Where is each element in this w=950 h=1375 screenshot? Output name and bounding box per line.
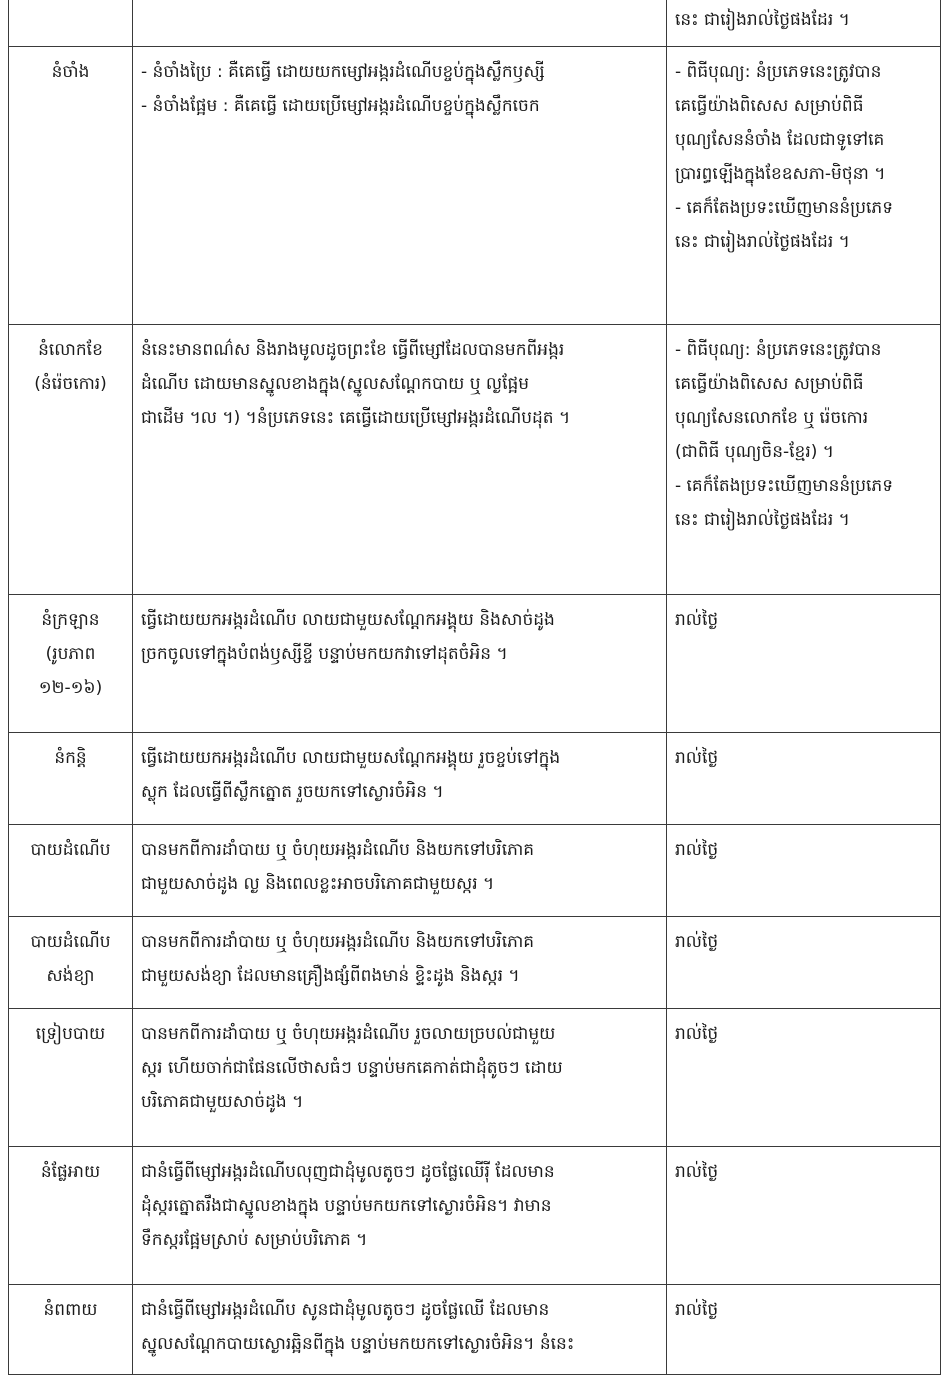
occasion-cell — [667, 1147, 941, 1285]
table-row — [9, 1147, 941, 1285]
description-line: ជានំធ្វើពីម្សៅអង្ករដំណើបលុញជាដុំមូលតូចៗ ដូចផ្លែឈើរ៉ី ដែលមាន — [141, 1162, 555, 1182]
snack-name-line: នំពពាយ — [43, 1300, 98, 1320]
occasion-cell — [667, 825, 941, 917]
snack-name-cell — [9, 595, 133, 733]
occasion-line: នេះ ជារៀងរាល់ថ្ងៃផងដែរ ។ — [675, 232, 850, 252]
table-row — [9, 47, 941, 325]
snack-name-line: នំចាំង — [51, 62, 90, 82]
occasion-cell — [667, 917, 941, 1009]
description-cell — [133, 1285, 667, 1375]
description-cell — [133, 917, 667, 1009]
snack-name-line: ទ្រៀបបាយ — [35, 1024, 106, 1044]
description-line: បរិភោគជាមួយសាច់ដូង ។ — [141, 1092, 304, 1112]
occasion-line: រាល់ថ្ងៃ — [675, 932, 719, 952]
table-row — [9, 595, 941, 733]
snack-name-cell — [9, 47, 133, 325]
description-line: ទឹកស្ករផ្អែមស្រាប់ សម្រាប់បរិភោគ ។ — [141, 1230, 368, 1250]
table-body — [9, 0, 941, 1375]
description-line: ធ្វើដោយយកអង្ករដំណើប លាយជាមួយសណ្តែកអង្គុយ និងសាច់ដូង — [141, 610, 555, 630]
table-row — [9, 1009, 941, 1147]
description-line: - នំចាំងផ្អែម : គឺគេធ្វើ ដោយប្រើម្សៅអង្ករដំណើបខ្ចប់ក្នុងស្លឹកចេក — [141, 96, 540, 116]
snack-name-cell — [9, 1009, 133, 1147]
description-line: ស្នូលសណ្តែកបាយស្ងោរឆ្អិនពីក្នុង បន្ទាប់មកយកទៅស្ងោរចំអិន។ នំនេះ — [141, 1334, 575, 1354]
snack-name-cell — [9, 1285, 133, 1375]
occasion-line: រាល់ថ្ងៃ — [675, 748, 719, 768]
snack-name-line: នំផ្លែអាយ — [40, 1162, 101, 1182]
occasion-line: (ជាពិធី បុណ្យចិន-ខ្មែរ) ។ — [675, 442, 834, 462]
description-line: ច្រកចូលទៅក្នុងបំពង់ឫស្សីខ្ចី បន្ទាប់មកយកវាទៅដុតចំអិន ។ — [141, 644, 508, 664]
description-line: ស្លុក ដែលធ្វើពីស្លឹកត្នោត រួចយកទៅស្ងោរចំអិន ។ — [141, 782, 444, 802]
occasion-cell — [667, 1285, 941, 1375]
occasion-line: ប្រារព្ធឡើងក្នុងខែឧសភា-មិថុនា ។ — [675, 164, 886, 184]
occasion-line: បុណ្យសែនលោកខែ ឬ រ៉េចកោរ — [675, 408, 869, 428]
description-line: ជាមួយសាច់ដូង ល្ង និងពេលខ្លះអាចបរិភោគជាមួយស្ករ ។ — [141, 874, 495, 894]
description-cell — [133, 733, 667, 825]
occasion-line: គេធ្វើយ៉ាងពិសេស សម្រាប់ពិធី — [675, 374, 864, 394]
snack-name-cell — [9, 733, 133, 825]
occasion-line: គេធ្វើយ៉ាងពិសេស សម្រាប់ពិធី — [675, 96, 864, 116]
snack-name-cell — [9, 917, 133, 1009]
snack-name-line: នំកន្តិ — [54, 748, 87, 768]
occasion-line: រាល់ថ្ងៃ — [675, 840, 719, 860]
snack-name-line: សង់ខ្យា — [46, 966, 95, 986]
description-line: ធ្វើដោយយកអង្ករដំណើប លាយជាមួយសណ្តែកអង្គុយ រួចខ្ចប់ទៅក្នុង — [141, 748, 561, 768]
snack-name-line: នំលោកខែ — [38, 340, 103, 360]
occasion-cell — [667, 595, 941, 733]
occasion-cell — [667, 733, 941, 825]
occasion-line: - ពិធីបុណ្យ: នំប្រភេទនេះត្រូវបាន — [675, 340, 882, 360]
occasion-line: រាល់ថ្ងៃ — [675, 1162, 719, 1182]
snack-name-line: នំក្រឡាន — [41, 610, 100, 630]
occasion-line: បុណ្យសែននំចាំង ដែលជាទូទៅគេ — [675, 130, 885, 150]
description-cell — [133, 47, 667, 325]
occasion-cell — [667, 1009, 941, 1147]
snack-name-cell — [9, 325, 133, 595]
description-line: ជានំធ្វើពីម្សៅអង្ករដំណើប សូនជាដុំមូលតូចៗ ដូចផ្លែឈើ ដែលមាន — [141, 1300, 550, 1320]
description-line: ដុំស្ករត្នោតរឹងជាស្នូលខាងក្នុង បន្ទាប់មកយកទៅស្ងោរចំអិន។ វាមាន — [141, 1196, 552, 1216]
description-cell — [133, 1009, 667, 1147]
occasion-line: - គេក៏តែងប្រទះឃើញមាននំប្រភេទ — [675, 476, 893, 496]
description-cell — [133, 595, 667, 733]
rice-snack-table — [8, 0, 941, 1375]
description-line: ជាមួយសង់ខ្យា ដែលមានគ្រឿងផ្សំពីពងមាន់ ខ្ទិះដូង និងស្ករ ។ — [141, 966, 520, 986]
occasion-line: រាល់ថ្ងៃ — [675, 1300, 719, 1320]
description-line: នំនេះមានពណ៌ស និងរាងមូលដូចព្រះខែ ធ្វើពីម្សៅដែលបានមកពីអង្ករ — [141, 340, 565, 360]
snack-name-line: បាយដំណើប — [30, 932, 111, 952]
occasion-line: រាល់ថ្ងៃ — [675, 610, 719, 630]
snack-name-cell — [9, 0, 133, 47]
occasion-line: នេះ ជារៀងរាល់ថ្ងៃផងដែរ ។ — [675, 510, 850, 530]
snack-name-cell — [9, 825, 133, 917]
occasion-line: នេះ ជារៀងរាល់ថ្ងៃផងដែរ ។ — [675, 10, 850, 30]
occasion-line: - គេក៏តែងប្រទះឃើញមាននំប្រភេទ — [675, 198, 893, 218]
description-line: បានមកពីការដាំបាយ ឬ ចំហុយអង្ករដំណើប រួចលាយច្របល់ជាមួយ — [141, 1024, 556, 1044]
description-line: ដំណើប ដោយមានស្នូលខាងក្នុង(ស្នូលសណ្តែកបាយ ឬ ល្ងផ្អែម — [141, 374, 530, 394]
snack-name-line: ១២-១៦) — [38, 678, 103, 698]
description-cell — [133, 0, 667, 47]
snack-name-line: (នំរ៉េចកោរ) — [34, 374, 107, 394]
table-row — [9, 325, 941, 595]
table-row — [9, 733, 941, 825]
description-line: ជាដើម ។ល ។) ។នំប្រភេទនេះ គេធ្វើដោយប្រើម្សៅអង្ករដំណើបដុត ។ — [141, 408, 571, 428]
description-cell — [133, 825, 667, 917]
description-line: ស្ករ ហើយចាក់ជាផែនលើថាសធំៗ បន្ទាប់មកគេកាត់ជាដុំតូចៗ ដោយ — [141, 1058, 563, 1078]
table-row — [9, 1285, 941, 1375]
description-line: បានមកពីការដាំបាយ ឬ ចំហុយអង្ករដំណើប និងយកទៅបរិភោគ — [141, 840, 535, 860]
table-row — [9, 0, 941, 47]
occasion-line: រាល់ថ្ងៃ — [675, 1024, 719, 1044]
description-cell — [133, 325, 667, 595]
snack-name-line: បាយដំណើប — [30, 840, 111, 860]
occasion-line: - ពិធីបុណ្យ: នំប្រភេទនេះត្រូវបាន — [675, 62, 882, 82]
occasion-cell — [667, 325, 941, 595]
snack-name-cell — [9, 1147, 133, 1285]
table-row — [9, 917, 941, 1009]
occasion-cell — [667, 0, 941, 47]
table-row — [9, 825, 941, 917]
description-line: បានមកពីការដាំបាយ ឬ ចំហុយអង្ករដំណើប និងយកទៅបរិភោគ — [141, 932, 535, 952]
description-cell — [133, 1147, 667, 1285]
occasion-cell — [667, 47, 941, 325]
snack-name-line: (រូបភាព — [45, 644, 96, 664]
description-line: - នំចាំងប្រៃ : គឺគេធ្វើ ដោយយកម្សៅអង្ករដំណើបខ្ចប់ក្នុងស្លឹកឫស្សី — [141, 62, 545, 82]
